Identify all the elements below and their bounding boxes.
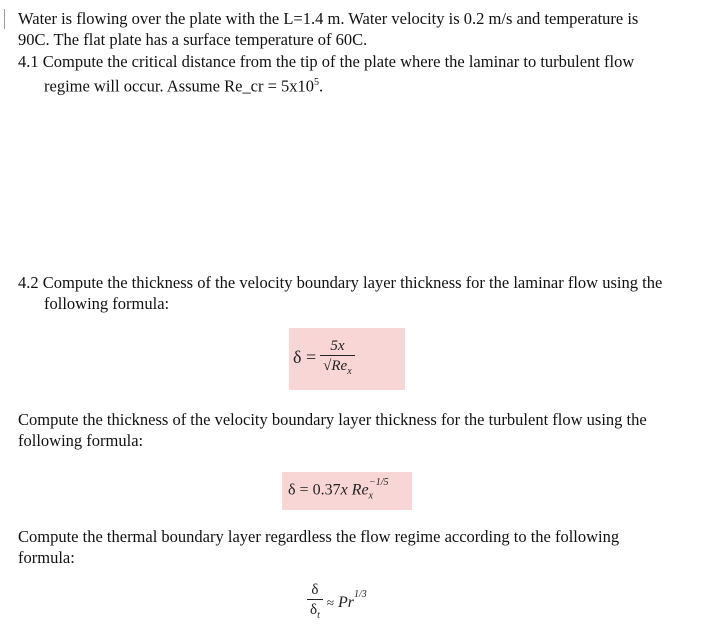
thermal-pr: Pr xyxy=(338,594,354,612)
thermal-fraction xyxy=(307,582,323,625)
turbulent-line-2: following formula: xyxy=(18,431,144,450)
laminar-numerator: 5x xyxy=(330,338,345,354)
problem-line-2: 90C. The flat plate has a surface temperature of 60C. xyxy=(18,30,368,49)
problem-line-1: Water is flowing over the plate with the L=1.4 m. Water velocity is 0.2 m/s and temperature is xyxy=(18,9,639,28)
laminar-re: Re xyxy=(331,358,348,374)
turbulent-lhs: δ = 0.37 xyxy=(288,481,341,499)
q41-exponent: 5 xyxy=(314,77,320,88)
thermal-denominator xyxy=(307,599,323,625)
q41-line-2-text: regime will occur. Assume Re_cr = 5x10 xyxy=(44,76,315,96)
thermal-exponent: 1/3 xyxy=(354,588,367,600)
turbulent-re-sub: x xyxy=(368,490,373,502)
laminar-re-sub: x xyxy=(347,366,352,377)
q41-line-2 xyxy=(44,72,323,97)
laminar-lhs: δ = xyxy=(293,347,317,368)
turbulent-exponent: −1/5 xyxy=(369,477,389,488)
q42-line-1: 4.2 Compute the thickness of the velocity boundary layer thickness for the laminar flow using the xyxy=(18,273,663,292)
sqrt-symbol: √ xyxy=(323,358,332,374)
laminar-formula-box xyxy=(289,328,405,390)
laminar-fraction xyxy=(320,338,355,381)
laminar-denominator xyxy=(320,355,355,381)
q42-line-2: following formula: xyxy=(44,294,170,313)
turbulent-formula-box xyxy=(282,472,412,510)
turbulent-x: x xyxy=(340,481,348,499)
q41-line-2-end: . xyxy=(319,76,324,96)
turbulent-line-1: Compute the thickness of the velocity boundary layer thickness for the turbulent flow using the xyxy=(18,410,647,429)
turbulent-re: Re xyxy=(347,481,369,499)
thermal-numerator: δ xyxy=(311,582,319,598)
left-margin-bar xyxy=(4,9,5,29)
thermal-line-1: Compute the thermal boundary layer regardless the flow regime according to the following xyxy=(18,527,620,546)
thermal-line-2: formula: xyxy=(18,548,75,567)
thermal-delta-sub: t xyxy=(317,610,320,621)
approx-symbol: ≈ xyxy=(326,595,334,611)
laminar-formula xyxy=(293,338,355,381)
thermal-delta: δ xyxy=(310,602,318,618)
turbulent-formula xyxy=(288,477,393,502)
thermal-formula xyxy=(307,582,367,625)
q41-line-1: 4.1 Compute the critical distance from the tip of the plate where the laminar to turbulent flow xyxy=(18,52,635,71)
